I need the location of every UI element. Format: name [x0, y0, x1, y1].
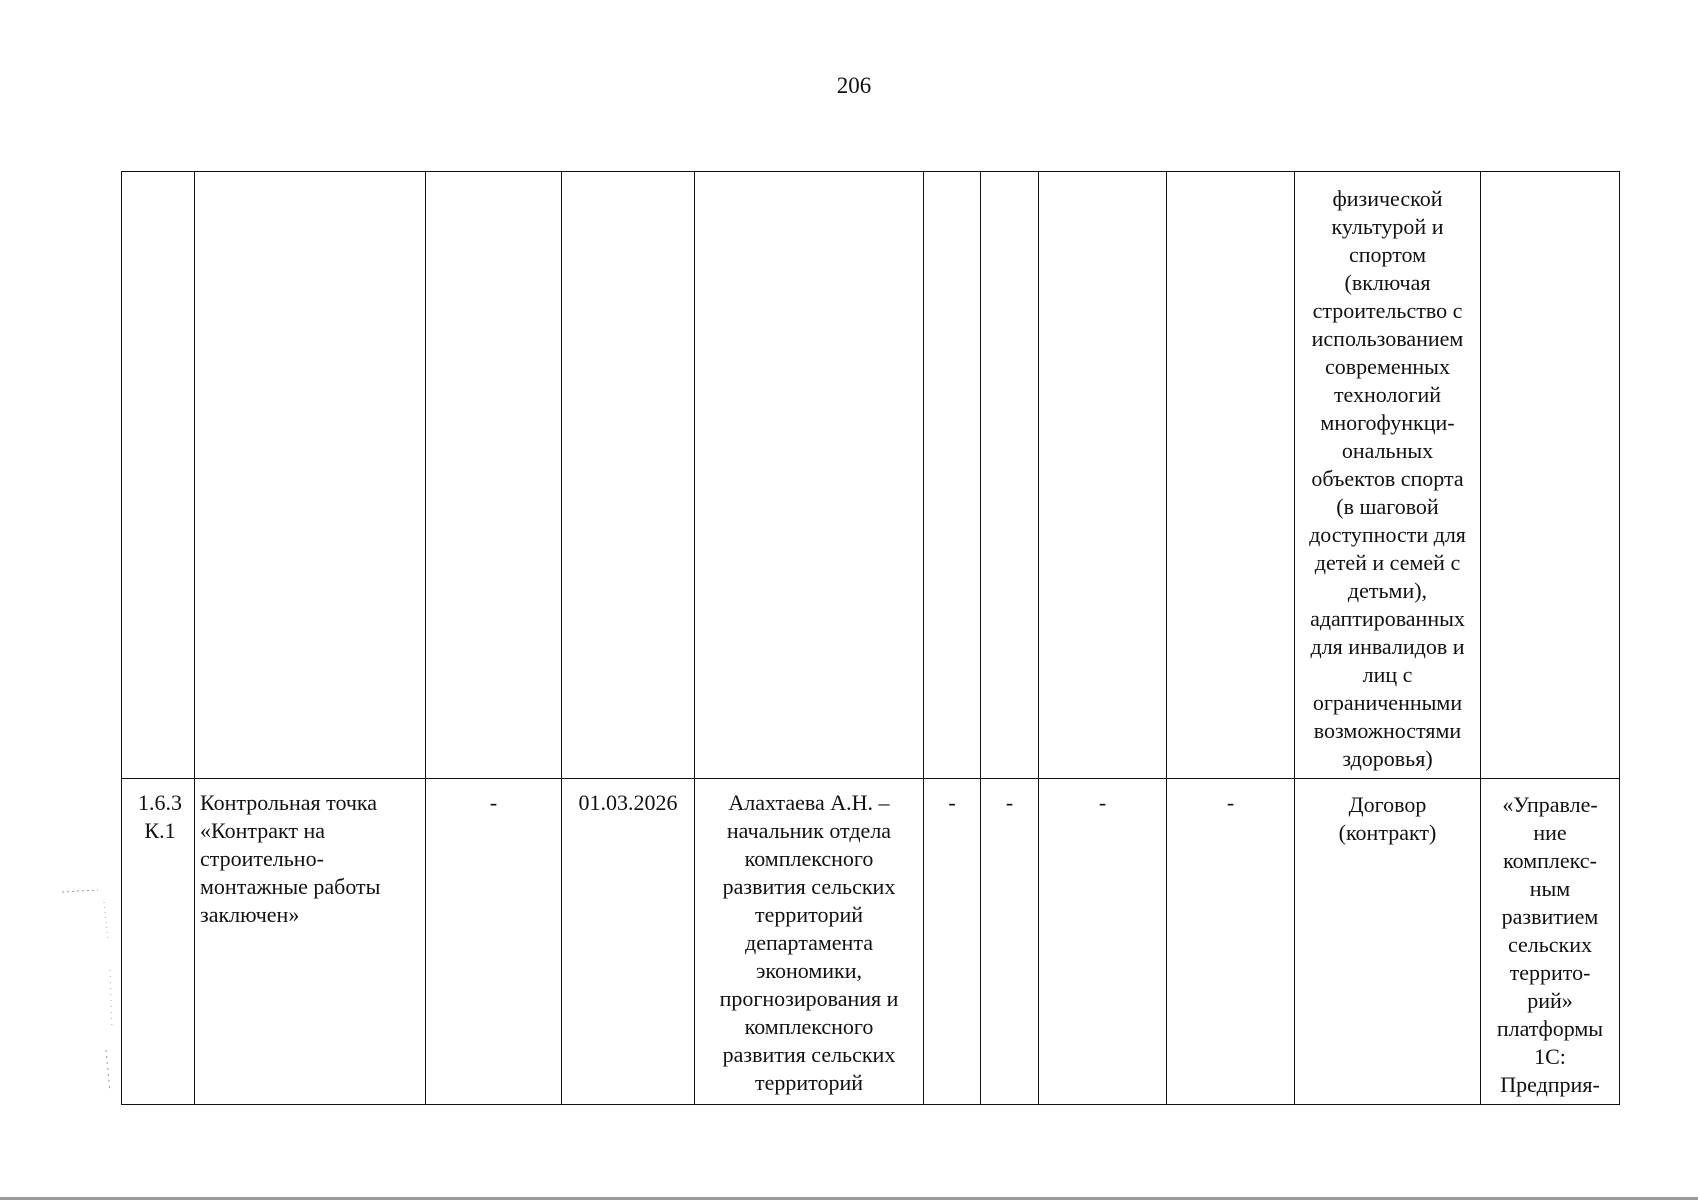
result-line: объектов спорта	[1311, 466, 1464, 491]
checkpoint-name-line: строительно-	[200, 846, 324, 871]
cell-col6	[924, 779, 981, 1105]
cell-end-date	[562, 172, 695, 779]
start-date: -	[489, 790, 498, 815]
document-line: (контракт)	[1338, 820, 1437, 845]
result-line: лиц с	[1362, 662, 1413, 687]
cell-number	[122, 779, 195, 1105]
cell-system	[1481, 172, 1620, 779]
scan-noise-marks	[50, 880, 130, 1100]
col6-value: -	[948, 790, 956, 815]
result-line: возможностями	[1313, 718, 1462, 743]
responsible-line: Алахтаева А.Н. –	[728, 790, 890, 815]
cell-name	[195, 172, 426, 779]
system-line: сельских	[1507, 932, 1593, 957]
checkpoint-name-line: «Контракт на	[200, 818, 326, 843]
checkpoint-name-line: заключен»	[200, 902, 300, 927]
responsible-line: комплексного	[744, 1014, 874, 1039]
responsible-line: экономики,	[755, 958, 863, 983]
system-line: рий»	[1527, 988, 1573, 1013]
system-line: Предприя-	[1500, 1072, 1600, 1097]
result-line: для инвалидов и	[1310, 634, 1465, 659]
cell-start-date	[426, 172, 562, 779]
cell-result	[1295, 172, 1481, 779]
cell-result	[1295, 779, 1481, 1105]
result-line: здоровья)	[1342, 746, 1433, 771]
responsible-line: начальник отдела	[726, 818, 892, 843]
plan-table	[121, 171, 1620, 1105]
result-line: доступности для	[1309, 522, 1466, 547]
system-line: развитием	[1501, 904, 1599, 929]
result-line: спортом	[1348, 242, 1427, 267]
document-line: Договор	[1348, 792, 1427, 817]
cell-number	[122, 172, 195, 779]
result-line: детей и семей с	[1314, 550, 1461, 575]
result-line: адаптированных	[1310, 606, 1465, 631]
cell-col7	[981, 172, 1039, 779]
cell-system	[1481, 779, 1620, 1105]
system-line: ным	[1529, 876, 1571, 901]
col8-value: -	[1098, 790, 1107, 815]
responsible-line: территорий	[754, 1070, 864, 1095]
responsible-line: прогнозирования и	[719, 986, 899, 1011]
cell-col6	[924, 172, 981, 779]
plan-table-container	[121, 171, 1620, 1105]
cell-col8	[1039, 172, 1167, 779]
system-line: «Управле-	[1502, 792, 1598, 817]
table-row-continuation	[122, 172, 1620, 779]
result-line: многофункци-	[1320, 410, 1455, 435]
system-line: платформы	[1496, 1016, 1604, 1041]
cell-name	[195, 779, 426, 1105]
cell-col9	[1167, 779, 1295, 1105]
checkpoint-number-line: К.1	[144, 818, 176, 843]
result-line: ональных	[1341, 438, 1434, 463]
system-line: террито-	[1509, 960, 1591, 985]
col9-value: -	[1226, 790, 1235, 815]
cell-end-date	[562, 779, 695, 1105]
end-date: 01.03.2026	[578, 790, 678, 815]
result-line: (в шаговой	[1336, 494, 1439, 519]
checkpoint-name-line: Контрольная точка	[200, 790, 378, 815]
cell-responsible	[695, 172, 924, 779]
result-line: физической	[1332, 186, 1443, 211]
cell-col9	[1167, 172, 1295, 779]
system-line: ние	[1533, 820, 1567, 845]
responsible-line: территорий	[754, 902, 864, 927]
checkpoint-number-line: 1.6.3	[138, 790, 182, 815]
result-line: строительство с	[1312, 298, 1463, 323]
result-line: (включая	[1344, 270, 1431, 295]
result-line: культурой и	[1331, 214, 1444, 239]
page-number: 206	[836, 73, 872, 98]
cell-responsible	[695, 779, 924, 1105]
table-row-checkpoint	[122, 779, 1620, 1105]
result-line: технологий	[1333, 382, 1442, 407]
system-line: комплекс-	[1503, 848, 1597, 873]
responsible-line: развития сельских	[722, 874, 896, 899]
system-line: 1С:	[1534, 1044, 1566, 1069]
responsible-line: комплексного	[744, 846, 874, 871]
result-line: ограниченными	[1312, 690, 1463, 715]
responsible-line: департамента	[745, 930, 873, 955]
cell-col7	[981, 779, 1039, 1105]
checkpoint-name-line: монтажные работы	[200, 874, 381, 899]
cell-col8	[1039, 779, 1167, 1105]
result-line: использованием	[1311, 326, 1464, 351]
cell-start-date	[426, 779, 562, 1105]
result-line: детьми),	[1347, 578, 1428, 603]
responsible-line: развития сельских	[722, 1042, 896, 1067]
result-line: современных	[1325, 354, 1450, 379]
col7-value: -	[1005, 790, 1014, 815]
